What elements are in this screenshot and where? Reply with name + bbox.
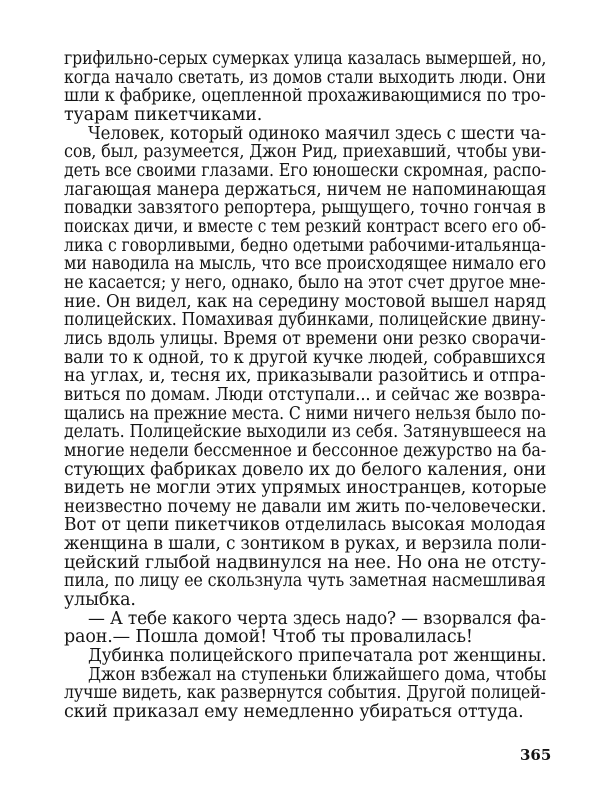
text-line: полицейских. Помахивая дубинками, полицейские двину- xyxy=(64,310,546,331)
text-line: сов, был, разумеется, Джон Рид, приехавший, чтобы уви- xyxy=(64,142,547,163)
text-line: ние. Он видел, как на середину мостовой вышел наряд xyxy=(64,291,546,312)
text-line: лика с говорливыми, бедно одетыми рабочими-итальянца- xyxy=(64,235,546,256)
text-line: делать. Полицейские выходили из себя. Затянувшееся на xyxy=(64,422,547,443)
text-line: грифильно-серых сумерках улица казалась вымершей, но, xyxy=(64,49,547,69)
text-line: лучше видеть, как развернутся события. Другой полицей- xyxy=(64,683,546,704)
text-line: пила, по лицу ее скользнула чуть заметная насмешливая xyxy=(64,571,546,592)
text-line: ский приказал ему немедленно убираться оттуда. xyxy=(64,702,524,722)
text-line: стующих фабриках довело их до белого каления, они xyxy=(64,459,547,480)
text-line: ми наводила на мысль, что все происходящее нимало его xyxy=(64,254,546,275)
text-line: щались на прежние места. С ними ничего нельзя было по- xyxy=(64,403,546,424)
text-line: раон.— Пошла домой! Чтоб ты провалилась! xyxy=(64,627,473,648)
text-line: женщина в шали, с зонтиком в руках, и верзила поли- xyxy=(64,534,547,555)
text-line: когда начало светать, из домов стали выходить люди. Они xyxy=(64,67,546,88)
text-line: неизвестно почему не давали им жить по-человечески. xyxy=(64,496,547,517)
text-line: улыбка. xyxy=(64,590,136,611)
text-line: видеть не могли этих упрямых иностранцев, которые xyxy=(64,478,547,499)
text-line: Вот от цепи пикетчиков отделилась высокая молодая xyxy=(64,515,546,536)
text-line: цейский глыбой надвинулся на нее. Но она не отсту- xyxy=(64,552,547,573)
text-line: виться по домам. Люди отступали... и сейчас же возвра- xyxy=(64,384,546,405)
text-line: Человек, который одиноко маячил здесь с шести ча- xyxy=(88,123,546,144)
page-number: 365 xyxy=(520,746,552,764)
text-line: повадки завзятого репортера, рыщущего, точно гончая в xyxy=(64,198,546,219)
text-line: многие недели бессменное и бессонное дежурство на ба- xyxy=(64,440,547,461)
text-line: лись вдоль улицы. Время от времени они резко сворачи- xyxy=(64,328,546,349)
text-line: вали то к одной, то к другой кучке людей, собравшихся xyxy=(64,347,546,368)
text-line: на углах, и, тесня их, приказывали разойтись и отпра- xyxy=(64,366,546,387)
text-line: поисках дичи, и вместе с тем резкий контраст всего его об- xyxy=(64,216,546,237)
text-line: — А тебе какого черта здесь надо? — взорвался фа- xyxy=(88,608,546,629)
text-line: Джон взбежал на ступеньки ближайшего дома, чтобы xyxy=(88,664,547,685)
text-line: шли к фабрике, оцепленной прохаживающимися по тро- xyxy=(64,86,546,107)
text-line: деть все своими глазами. Его юношески скромная, распо- xyxy=(64,160,547,181)
text-line: лагающая манера держаться, ничем не напоминающая xyxy=(64,179,547,200)
text-line: Дубинка полицейского припечатала рот женщины. xyxy=(88,646,547,666)
text-line: туарам пикетчиками. xyxy=(64,105,263,125)
text-line: не касается; у него, однако, было на этот счет другое мне- xyxy=(64,272,546,293)
